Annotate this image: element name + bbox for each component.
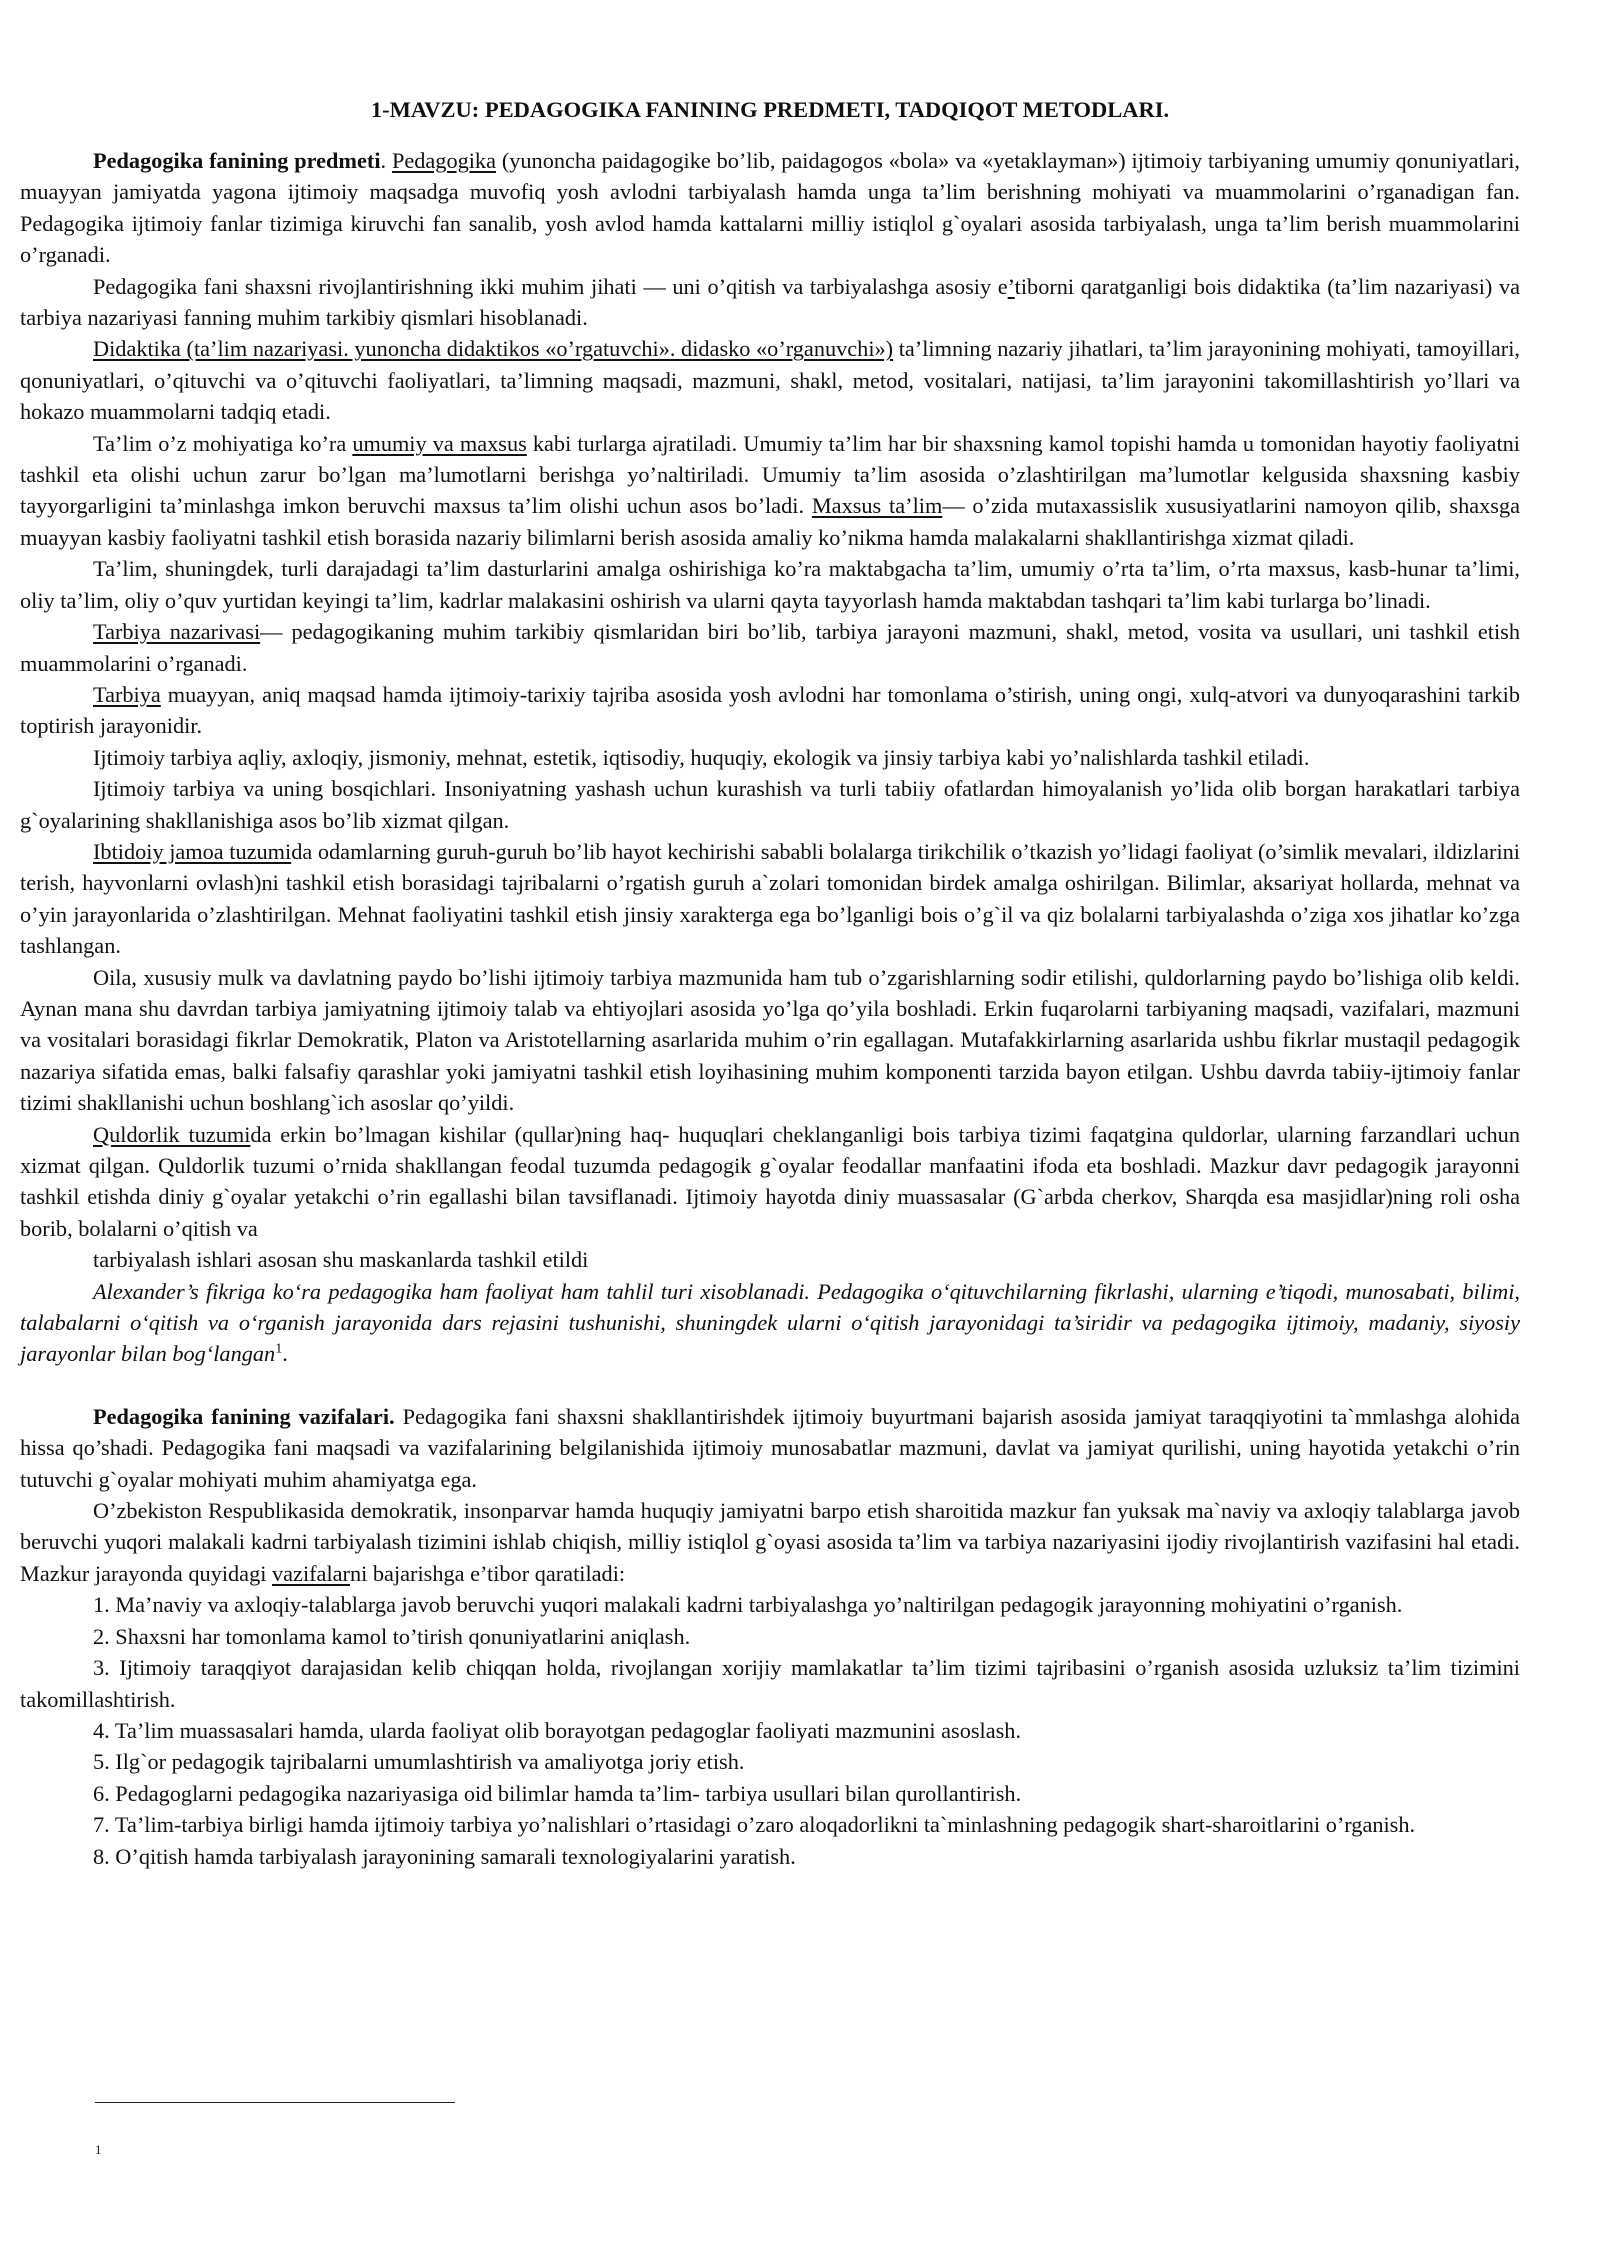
term-didaktika: Didaktika (ta’lim nazariyasi. yunoncha didaktikos «o’rgatuvchi». didasko «o’rganuvchi») xyxy=(93,336,894,362)
paragraph-gap xyxy=(20,1370,1520,1401)
list-item: 5. Ilg`or pedagogik tajribalarni umumlashtirish va amaliyotga joriy etish. xyxy=(93,1749,745,1775)
term-maxsus-talim: Maxsus ta’lim xyxy=(811,493,943,519)
document-page xyxy=(20,94,1520,1872)
paragraph-quldorlik: Quldorlik tuzumida erkin bo’lmagan kishilar (qullar)ning haq- huquqlari cheklanganligi bois tarbiya tizimi faqatgina quldorlar, ularning farzandlari uchun xizmat qilgan. Quldorlik tuzumi o’rnida shakllangan feodal tuzumda pedagogik g`oyalar feodallar manfaatini ifoda eta boshladi. Mazkur davr pedagogik jarayonni tashkil etishda diniy g`oyalar yetakchi o’rin egallashi bilan tavsiflanadi. Ijtimoiy hayotda diniy muassasalar (G`arbda cherkov, Sharqda esa masjidlar)ning roli osha borib, bolalarni o’qitish va xyxy=(20,1121,1520,1241)
list-item: 6. Pedagoglarni pedagogika nazariyasiga oid bilimlar hamda ta’lim- tarbiya usullari bilan qurollantirish. xyxy=(93,1780,1022,1806)
term-tarbiya: Tarbiya xyxy=(93,681,161,707)
term-quldorlik-tuzumi: Quldorlik tuzumi xyxy=(93,1121,251,1147)
list-item: 7. Ta’lim-tarbiya birligi hamda ijtimoiy tarbiya yo’nalishlari o’rtasidagi o’zaro aloqadorlikni ta`minlashning pedagogik shart-sharoitlarini o’rganish. xyxy=(93,1812,1416,1838)
list-item: 3. Ijtimoiy taraqqiyot darajasidan kelib chiqqan holda, rivojlangan xorijiy mamlakatlar ta’lim tizimi tajribasini o’rganish asosida uzluksiz ta’lim tizimini takomillashtirish. xyxy=(20,1655,1520,1712)
section-heading-vazifalari: Pedagogika fanining vazifalari. xyxy=(93,1403,395,1429)
paragraph-vazifalari: Pedagogika fanining vazifalari. Pedagogika fani shaxsni shakllantirishdek ijtimoiy buyurtmani bajarish asosida jamiyat taraqqiyotini ta`mmlashga alohida hissa qo’shadi. Pedagogika fani maqsadi va vazifalarining belgilanishida ijtimoiy munosabatlar mazmuni, davlat va jamiyat qurilishi, uning hayotida yetakchi o’rin tutuvchi g`oyalar mohiyati muhim ahamiyatga ega. xyxy=(20,1403,1521,1492)
paragraph-predmeti: Pedagogika fanining predmeti. Pedagogika (yunoncha paidagogike bo’lib, paidagogos «bola» va «yetaklayman») ijtimoiy tarbiyaning umumiy qonuniyatlari, muayyan jamiyatda yagona ijtimoiy maqsadga muvofiq yosh avlodni tarbiyalash hamda unga ta’lim berishning mohiyati va muammolarini o’rganadigan fan. Pedagogika ijtimoiy fanlar tizimiga kiruvchi fan sanalib, yosh avlod hamda kattalarni milliy istiqlol g`oyalari asosida tarbiyalash, unga ta’lim berish muammolarini o’rganadi. xyxy=(20,148,1520,268)
term-vazifalar: vazifalar xyxy=(272,1560,350,1586)
paragraph-maskanlar: tarbiyalash ishlari asosan shu maskanlarda tashkil etildi xyxy=(93,1247,589,1273)
term-ibtidoiy-jamoa: Ibtidoiy jamoa tuzumi xyxy=(93,838,292,864)
list-item: 1. Ma’naviy va axloqiy-talablarga javob beruvchi yuqori malakali kadrni tarbiyalashga yo’naltirilgan pedagogik jarayonning mohiyatini o’rganish. xyxy=(93,1592,1403,1618)
paragraph-alexander-quote: Alexander’s fikriga ko‘ra pedagogika ham faoliyat ham tahlil turi xisoblanadi. Pedagogika o‘qituvchilarning fikrlashi, ularning e’tiqodi, munosabati, bilimi, talabalarni o‘qitish va o‘rganish jarayonida dars rejasini tushunishi, shuningdek ularni o‘qitish jarayonidagi ta’siridir va pedagogika ijtimoiy, madaniy, siyosiy jarayonlar bilan bog‘langan$^1$. xyxy=(20,1278,1520,1367)
paragraph-didaktika: Didaktika (ta’lim nazariyasi. yunoncha didaktikos «o’rgatuvchi». didasko «o’rganuvchi») ta’limning nazariy jihatlari, ta’lim jarayonining mohiyati, tamoyillari, qonuniyatlari, o’qituvchi va o’qituvchi faoliyatlari, ta’limning maqsadi, mazmuni, shakl, metod, vositalari, natijasi, ta’lim jarayonini takomillashtirish yo’llari va hokazo muammolarni tadqiq etadi. xyxy=(20,336,1520,425)
list-item: 8. O’qitish hamda tarbiyalash jarayonining samarali texnologiyalarini yaratish. xyxy=(93,1843,796,1869)
paragraph-ijtimoiy-tarbiya: Ijtimoiy tarbiya aqliy, axloqiy, jismoniy, mehnat, estetik, iqtisodiy, huquqiy, ekologik va jinsiy tarbiya kabi yo’nalishlarda tashkil etiladi. xyxy=(93,744,1310,770)
footnote-number: 1 xyxy=(95,2142,102,2157)
paragraph-oila-mulk: Oila, xususiy mulk va davlatning paydo bo’lishi ijtimoiy tarbiya mazmunida ham tub o’zgarishlarning sodir etilishi, quldorlarning paydo bo’lishiga olib keldi. Aynan mana shu davrdan tarbiya jamiyatning ijtimoiy talab va ehtiyojlari asosida yo’lga qo’yila boshladi. Erkin fuqarolarni tarbiyaning maqsadi, vazifalari, mazmuni va vositalari borasidagi fikrlar Demokratik, Platon va Aristotellarning asarlarida muhim o’rin egallagan. Mutafakkirlarning asarlarida ushbu fikrlar mustaqil pedagogik nazariya sifatida emas, balki falsafiy qarashlar yoki jamiyatni tashkil etish loyihasining muhim komponenti tarzida bayon etilgan. Ushbu davrda tabiiy-ijtimoiy fanlar tizimi shakllanishi uchun boshlang`ich asoslar qo’yildi. xyxy=(20,964,1520,1116)
paragraph-tarbiya-bosqichlari: Ijtimoiy tarbiya va uning bosqichlari. Insoniyatning yashash uchun kurashish va turli tabiiy ofatlardan himoyalanish yo’lida olib borgan harakatlari tarbiya g`oyalarining shakllanishiga asos bo’lib xizmat qilgan. xyxy=(20,776,1520,833)
section-heading-predmeti: Pedagogika fanining predmeti xyxy=(93,148,381,173)
footnote-separator xyxy=(95,2102,455,2103)
list-item: 4. Ta’lim muassasalari hamda, ularda faoliyat olib borayotgan pedagoglar faoliyati mazmunini asoslash. xyxy=(93,1717,1022,1743)
term-tarbiya-nazariyasi: Tarbiya nazarivasi xyxy=(93,619,261,645)
paragraph-tarbiya-nazariyasi: Tarbiya nazarivasi— pedagogikaning muhim tarkibiy qismlaridan biri bo’lib, tarbiya jarayoni mazmuni, shakl, metod, vosita va usullari, uni tashkil etish muammolarini o’rganadi. xyxy=(20,619,1520,676)
page-title: 1-MAVZU: PEDAGOGIKA FANINING PREDMETI, TADQIQOT METODLARI. xyxy=(370,97,1170,122)
paragraph-ozbekiston: O’zbekiston Respublikasida demokratik, insonparvar hamda huquqiy jamiyatni barpo etish sharoitida mazkur fan yuksak ma`naviy va axloqiy talablarga javob beruvchi yuqori malakali kadrni tarbiyalash tizimini ishlab chiqish, milliy istiqlol g`oyasi asosida ta’lim va tarbiya nazariyasini ijodiy rivojlantirish vazifasini hal etadi. Mazkur jarayonda quyidagi vazifalarni bajarishga e’tibor qaratiladi: xyxy=(20,1498,1520,1586)
term-pedagogika: Pedagogika xyxy=(391,148,496,173)
paragraph-talim-darajalari: Ta’lim, shuningdek, turli darajadagi ta’lim dasturlarini amalga oshirishiga ko’ra maktabgacha ta’lim, umumiy o’rta ta’lim, o’rta maxsus, kasb-hunar ta’limi, oliy ta’lim, oliy o’quv yurtidan keyingi ta’lim, kadrlar malakasini oshirish va ularni qayta tayyorlash hamda maktabdan tashqari ta’lim kabi turlarga bo’linadi. xyxy=(20,556,1520,613)
paragraph-talim-turlari: Ta’lim o’z mohiyatiga ko’ra umumiy va maxsus kabi turlarga ajratiladi. Umumiy ta’lim har bir shaxsning kamol topishi hamda u tomonidan hayotiy faoliyatni tashkil eta olishi uchun zarur bo’lgan ma’lumotlarni berishga yo’naltiriladi. Umumiy ta’lim asosida o’zlashtirilgan ma’lumotlar kelgusida shaxsning kasbiy tayyorgarligini ta’minlashga imkon beruvchi maxsus ta’lim olishi uchun asos bo’ladi. Maxsus ta’lim— o’zida mutaxassislik xususiyatlarini namoyon qilib, shaxsga muayyan kasbiy faoliyatni tashkil etish borasida nazariy bilimlarni berish asosida amaliy ko’nikma hamda malakalarni shakllantirishga xizmat qiladi. xyxy=(20,430,1520,550)
paragraph-didaktika-intro: Pedagogika fani shaxsni rivojlantirishning ikki muhim jihati — uni o’qitish va tarbiyalashga asosiy e’tiborni qaratganligi bois didaktika (ta’lim nazariyasi) va tarbiya nazariyasi fanning muhim tarkibiy qismlari hisoblanadi. xyxy=(20,273,1520,331)
paragraph-ibtidoiy-jamoa: Ibtidoiy jamoa tuzumida odamlarning guruh-guruh bo’lib hayot kechirishi sababli bolalarga tirikchilik o’tkazish yo’lidagi faoliyat (o’simlik mevalari, ildizlarini terish, hayvonlarni ovlash)ni tashkil etish borasidagi tajribalarni o’rgatish guruh a`zolari tomonidan birdek amalga oshirilgan. Bilimlar, aksariyat hollarda, mehnat va o’yin jarayonlarida o’zlashtirilgan. Mehnat faoliyatini tashkil etish jinsiy xarakterga ega bo’lganligi bois o’g`il va qiz bolalarni tarbiyalashda o’ziga xos jihatlar ko’zga tashlangan. xyxy=(20,838,1520,959)
footnote-reference[interactable]: 1 xyxy=(275,1342,283,1358)
paragraph-tarbiya: Tarbiya muayyan, aniq maqsad hamda ijtimoiy-tarixiy tajriba asosida yosh avlodni har tomonlama o’stirish, uning ongi, xulq-atvori va dunyoqarashini tarkib toptirish jarayonidir. xyxy=(20,681,1520,739)
term-umumiy-maxsus: umumiy va maxsus xyxy=(352,430,527,456)
list-item: 2. Shaxsni har tomonlama kamol to’tirish qonuniyatlarini aniqlash. xyxy=(93,1623,691,1649)
